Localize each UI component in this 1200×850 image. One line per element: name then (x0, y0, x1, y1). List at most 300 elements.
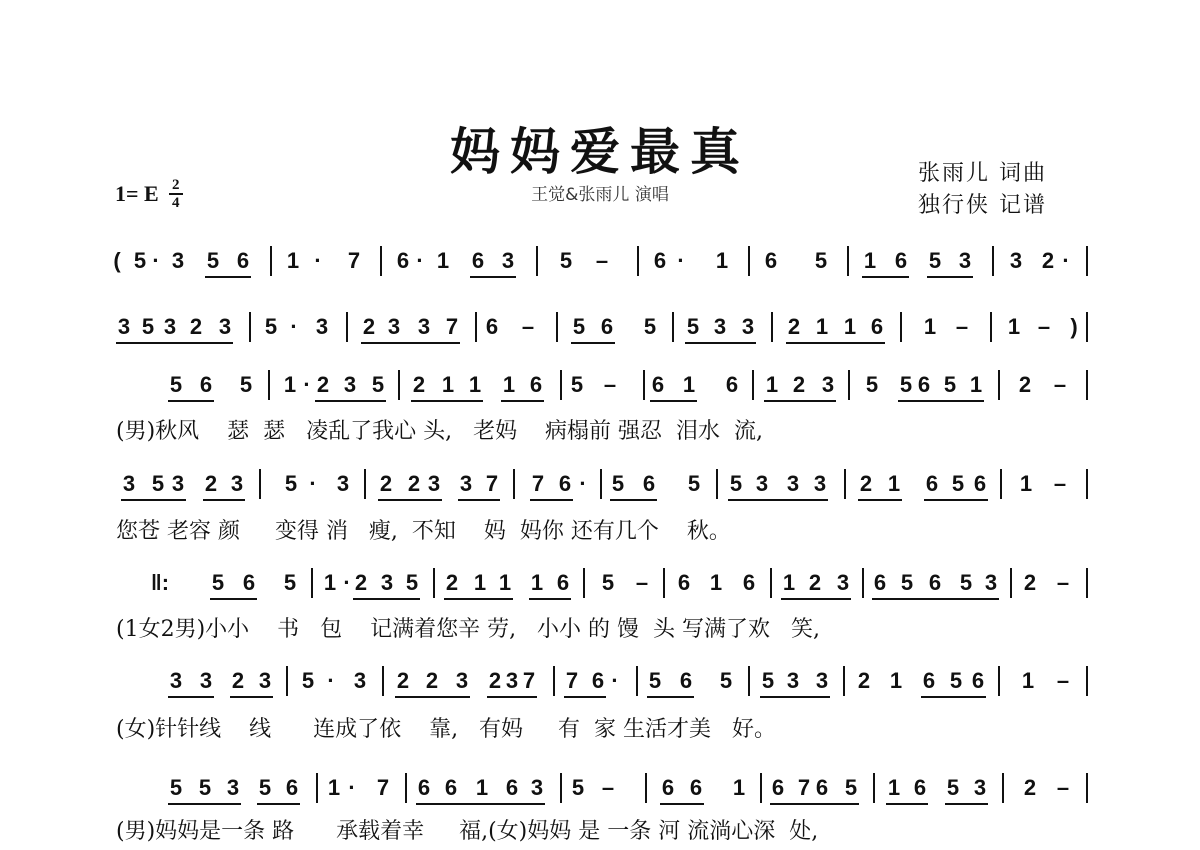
barline (556, 312, 558, 342)
note: 3 (958, 248, 972, 273)
note: · (152, 248, 160, 273)
note: 5 (899, 372, 913, 397)
note: 3 (218, 314, 232, 339)
note: · (579, 471, 587, 496)
note: 6 (242, 570, 256, 595)
beam (168, 696, 214, 698)
note: 7 (445, 314, 459, 339)
note: 5 (405, 570, 419, 595)
note: 2 (787, 314, 801, 339)
note: 6 (653, 248, 667, 273)
note: 1 (286, 248, 300, 273)
barline (770, 568, 772, 598)
note: 3 (230, 471, 244, 496)
note: 3 (501, 248, 515, 273)
beam (942, 400, 984, 402)
beam (150, 499, 186, 501)
note: 6 (396, 248, 410, 273)
note: 1 (863, 248, 877, 273)
note: · (416, 248, 424, 273)
beam (807, 598, 851, 600)
barline (405, 773, 407, 803)
beam (950, 499, 988, 501)
lyric-line-2: 您苍 老容 颜 变得 消 瘦, 不知 妈 妈你 还有几个 秋。 (116, 519, 731, 544)
barline (536, 246, 538, 276)
note: 2 (407, 471, 421, 496)
note: 1 (923, 314, 937, 339)
beam (440, 400, 483, 402)
note: ( (113, 248, 121, 273)
note: 5 (761, 668, 775, 693)
note: 5 (686, 314, 700, 339)
note: – (1056, 668, 1070, 693)
barline (636, 666, 638, 696)
note: 6 (742, 570, 756, 595)
barline (637, 246, 639, 276)
beam (342, 400, 386, 402)
barline (663, 568, 665, 598)
performers: 王觉&张雨儿 演唱 (531, 185, 669, 205)
note: 1 (475, 775, 489, 800)
note: 2 (231, 668, 245, 693)
note: 6 (725, 372, 739, 397)
note: 5 (865, 372, 879, 397)
beam (927, 276, 973, 278)
note: – (595, 248, 609, 273)
beam (785, 499, 828, 501)
barline (259, 469, 261, 499)
note: 5 (648, 668, 662, 693)
note: 3 (984, 570, 998, 595)
note: 6 (689, 775, 703, 800)
lyric-line-3: (1女2男)小小 书 包 记满着您辛 劳, 小小 的 馒 头 写满了欢 笑, (116, 617, 820, 642)
note: 3 (786, 471, 800, 496)
note: · (348, 775, 356, 800)
note: 6 (925, 471, 939, 496)
note: 5 (571, 775, 585, 800)
note: 6 (444, 775, 458, 800)
beam (650, 400, 697, 402)
note: 3 (1009, 248, 1023, 273)
note: 5 (729, 471, 743, 496)
beam (230, 696, 273, 698)
note: 6 (764, 248, 778, 273)
note: 6 (928, 570, 942, 595)
beam (958, 598, 999, 600)
note: 1 (969, 372, 983, 397)
barline (268, 370, 270, 400)
beam (210, 598, 257, 600)
note: 2 (354, 570, 368, 595)
lyric-line-1: (男)秋风 瑟 瑟 凌乱了我心 头, 老妈 病榻前 强忍 泪水 流, (116, 419, 764, 444)
note: 1 (283, 372, 297, 397)
note: 2 (1023, 570, 1037, 595)
note: 5 (570, 372, 584, 397)
note: 1 (327, 775, 341, 800)
note: 3 (836, 570, 850, 595)
note: 1 (441, 372, 455, 397)
note: 1 (1021, 668, 1035, 693)
beam (470, 276, 516, 278)
barline (1002, 773, 1004, 803)
note: 3 (336, 471, 350, 496)
note: 1 (502, 372, 516, 397)
note: 5 (900, 570, 914, 595)
note: 5 (611, 471, 625, 496)
barline (873, 773, 875, 803)
note: 7 (522, 668, 536, 693)
barline (311, 568, 313, 598)
note: 6 (642, 471, 656, 496)
note: 1 (473, 570, 487, 595)
barline (843, 666, 845, 696)
note: 5 (169, 372, 183, 397)
note: 6 (922, 668, 936, 693)
beam (424, 696, 470, 698)
barline (844, 469, 846, 499)
note: 3 (258, 668, 272, 693)
note: 7 (485, 471, 499, 496)
note: 2 (1023, 775, 1037, 800)
beam (571, 342, 615, 344)
note: 7 (797, 775, 811, 800)
note: 5 (151, 471, 165, 496)
note: 3 (505, 668, 519, 693)
note: 3 (821, 372, 835, 397)
barline (752, 370, 754, 400)
barline (645, 773, 647, 803)
note: · (314, 248, 322, 273)
note: 6 (771, 775, 785, 800)
note: 6 (505, 775, 519, 800)
barline (1086, 773, 1088, 803)
note: 1 (815, 314, 829, 339)
beam (257, 803, 300, 805)
barline (847, 246, 849, 276)
note: 2 (425, 668, 439, 693)
note: 6 (973, 471, 987, 496)
note: 2 (362, 314, 376, 339)
beam (203, 499, 245, 501)
note: 3 (427, 471, 441, 496)
note: 6 (199, 372, 213, 397)
barline (1000, 469, 1002, 499)
barline (748, 666, 750, 696)
beam (660, 803, 704, 805)
note: 3 (122, 471, 136, 496)
barline (433, 568, 435, 598)
beam (197, 803, 241, 805)
beam (472, 598, 513, 600)
note: 2 (857, 668, 871, 693)
note: 3 (387, 314, 401, 339)
barline (998, 370, 1000, 400)
note: – (603, 372, 617, 397)
note: 6 (651, 372, 665, 397)
barline (600, 469, 602, 499)
note: 3 (713, 314, 727, 339)
note: 6 (417, 775, 431, 800)
note: 5 (169, 775, 183, 800)
barline (862, 568, 864, 598)
barline (560, 370, 562, 400)
note: 6 (870, 314, 884, 339)
note: – (955, 314, 969, 339)
barline (364, 469, 366, 499)
barline (382, 666, 384, 696)
barline (748, 246, 750, 276)
barline (316, 773, 318, 803)
note: ‖: (150, 570, 170, 595)
note: 2 (859, 471, 873, 496)
note: 5 (959, 570, 973, 595)
key-label: 1= E (115, 181, 159, 206)
note: 2 (396, 668, 410, 693)
beam (416, 342, 460, 344)
note: 5 (643, 314, 657, 339)
note: 5 (141, 314, 155, 339)
note: 2 (792, 372, 806, 397)
note: 2 (189, 314, 203, 339)
note: 2 (445, 570, 459, 595)
barline (900, 312, 902, 342)
beam (458, 499, 500, 501)
beam (529, 598, 571, 600)
beam (504, 803, 545, 805)
note: 1 (732, 775, 746, 800)
note: 3 (417, 314, 431, 339)
barline (270, 246, 272, 276)
barline (643, 370, 645, 400)
barline (672, 312, 674, 342)
note: 1 (530, 570, 544, 595)
note: 2 (204, 471, 218, 496)
barline (249, 312, 251, 342)
note: 3 (813, 471, 827, 496)
note: 5 (198, 775, 212, 800)
note: 5 (719, 668, 733, 693)
note: 3 (786, 668, 800, 693)
note: 7 (347, 248, 361, 273)
barline (992, 246, 994, 276)
note: 5 (133, 248, 147, 273)
note: 5 (601, 570, 615, 595)
barline (286, 666, 288, 696)
beam (948, 696, 986, 698)
beam (564, 696, 606, 698)
note: 6 (679, 668, 693, 693)
note: 5 (206, 248, 220, 273)
beam (504, 696, 537, 698)
note: 3 (171, 248, 185, 273)
note: 5 (283, 570, 297, 595)
note: 3 (973, 775, 987, 800)
note: 1 (889, 668, 903, 693)
note: 6 (913, 775, 927, 800)
credit-transcriber: 独行侠 记谱 (918, 193, 1047, 218)
note: 6 (600, 314, 614, 339)
note: 3 (530, 775, 544, 800)
barline (398, 370, 400, 400)
note: 2 (316, 372, 330, 397)
barline (1086, 312, 1088, 342)
note: 6 (971, 668, 985, 693)
beam (530, 499, 573, 501)
note: – (521, 314, 535, 339)
note: 6 (529, 372, 543, 397)
note: – (1053, 471, 1067, 496)
note: 3 (226, 775, 240, 800)
barline (380, 246, 382, 276)
beam (814, 803, 859, 805)
beam (858, 499, 902, 501)
note: 7 (565, 668, 579, 693)
barline (1086, 666, 1088, 696)
note: 7 (531, 471, 545, 496)
beam (712, 342, 756, 344)
note: – (1056, 570, 1070, 595)
note: · (343, 570, 351, 595)
note: 1 (436, 248, 450, 273)
note: 1 (1019, 471, 1033, 496)
note: 1 (323, 570, 337, 595)
barline (1086, 469, 1088, 499)
beam (945, 803, 988, 805)
beam (168, 400, 214, 402)
note: 5 (559, 248, 573, 273)
note: 7 (376, 775, 390, 800)
lyric-line-4: (女)针针线 线 连成了依 靠, 有妈 有 家 生活才美 好。 (116, 717, 776, 742)
note: 3 (741, 314, 755, 339)
song-title: 妈妈爱最真 (450, 122, 750, 181)
note: · (327, 668, 335, 693)
note: · (309, 471, 317, 496)
beam (862, 276, 909, 278)
barline (848, 370, 850, 400)
note: 5 (928, 248, 942, 273)
note: – (1056, 775, 1070, 800)
note: 2 (1041, 248, 1055, 273)
barline (1010, 568, 1012, 598)
lyric-line-5: (男)妈妈是一条 路 承载着幸 福,(女)妈妈 是 一条 河 流淌心深 处, (116, 819, 819, 844)
note: 5 (371, 372, 385, 397)
note: 1 (715, 248, 729, 273)
beam (647, 696, 694, 698)
note: 3 (163, 314, 177, 339)
note: · (1062, 248, 1070, 273)
note: · (611, 668, 619, 693)
note: 3 (171, 471, 185, 496)
note: 6 (485, 314, 499, 339)
note: 3 (353, 668, 367, 693)
beam (406, 499, 442, 501)
note: 3 (169, 668, 183, 693)
note: 1 (843, 314, 857, 339)
note: 1 (498, 570, 512, 595)
barline (1086, 246, 1088, 276)
note: 3 (815, 668, 829, 693)
beam (501, 400, 544, 402)
beam (205, 276, 251, 278)
note: 5 (301, 668, 315, 693)
note: 6 (677, 570, 691, 595)
barline (990, 312, 992, 342)
beam (610, 499, 657, 501)
note: 2 (379, 471, 393, 496)
note: 2 (488, 668, 502, 693)
note: 6 (873, 570, 887, 595)
credit-lyrics-music: 张雨儿 词曲 (918, 161, 1047, 186)
note: 1 (765, 372, 779, 397)
note: – (1053, 372, 1067, 397)
note: 6 (236, 248, 250, 273)
note: 3 (343, 372, 357, 397)
barline (513, 469, 515, 499)
note: 5 (211, 570, 225, 595)
note: 6 (815, 775, 829, 800)
note: 5 (687, 471, 701, 496)
note: 1 (1007, 314, 1021, 339)
note: 6 (556, 570, 570, 595)
note: 5 (844, 775, 858, 800)
barline (583, 568, 585, 598)
barline (346, 312, 348, 342)
note: 3 (117, 314, 131, 339)
note: 1 (682, 372, 696, 397)
barline (760, 773, 762, 803)
note: 5 (284, 471, 298, 496)
credits (918, 158, 1047, 222)
beam (886, 803, 928, 805)
note: – (1037, 314, 1051, 339)
note: 1 (782, 570, 796, 595)
note: 6 (285, 775, 299, 800)
note: 5 (949, 668, 963, 693)
note: 3 (199, 668, 213, 693)
note: ) (1070, 314, 1078, 339)
barline (1086, 370, 1088, 400)
note: · (677, 248, 685, 273)
barline (475, 312, 477, 342)
time-top: 2 (171, 177, 180, 193)
beam (379, 598, 420, 600)
note: 6 (894, 248, 908, 273)
note: – (635, 570, 649, 595)
barline (716, 469, 718, 499)
note: 5 (258, 775, 272, 800)
note: · (290, 314, 298, 339)
beam (188, 342, 233, 344)
note: 5 (943, 372, 957, 397)
note: 1 (468, 372, 482, 397)
beam (785, 696, 830, 698)
barline (1086, 568, 1088, 598)
barline (998, 666, 1000, 696)
note: 6 (558, 471, 572, 496)
note: 5 (264, 314, 278, 339)
barline (560, 773, 562, 803)
note: 3 (455, 668, 469, 693)
beam (791, 400, 836, 402)
note: 1 (887, 775, 901, 800)
note: 2 (412, 372, 426, 397)
note: 3 (459, 471, 473, 496)
note: 6 (591, 668, 605, 693)
note: 5 (814, 248, 828, 273)
note: 6 (917, 372, 931, 397)
note: 6 (661, 775, 675, 800)
note: 3 (755, 471, 769, 496)
